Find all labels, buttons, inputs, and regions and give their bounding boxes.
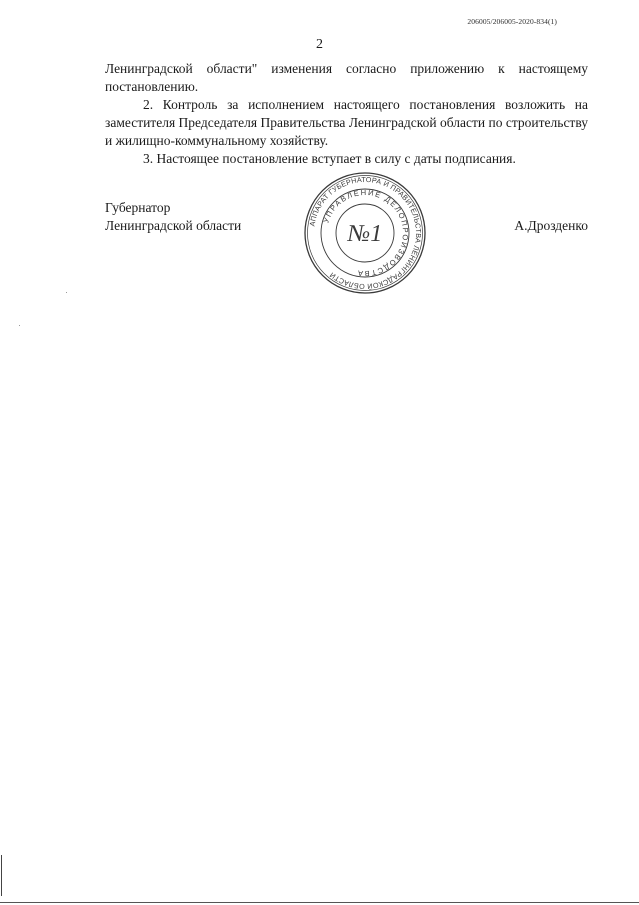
document-code: 206005/206005-2020-834(1) <box>467 17 557 26</box>
seal-graphic <box>303 171 427 295</box>
signatory-title <box>105 199 241 235</box>
scan-edge-bottom <box>0 896 639 905</box>
paragraph-3: 3. Настоящее постановление вступает в силу с даты подписания. <box>143 151 516 166</box>
signatory-name: А.Дрозденко <box>514 218 588 233</box>
seal-outer-text: АППАРАТ ГУБЕРНАТОРА И ПРАВИТЕЛЬСТВА ЛЕНИНГРАДСКОЙ ОБЛАСТИ <box>307 174 424 292</box>
document-body <box>105 60 588 168</box>
scan-speck <box>66 292 67 293</box>
seal-center-number: №1 <box>347 221 383 247</box>
signatory-title-line-1: Губернатор <box>105 200 171 215</box>
page-number: 2 <box>316 37 323 52</box>
official-seal <box>303 171 427 295</box>
signatory-title-line-2: Ленинградской области <box>105 218 242 233</box>
paragraph-2: 2. Контроль за исполнением настоящего постановления возложить на заместителя Председателя Правительства Ленинградской области по строительству и жилищно-коммунальному хозяйству. <box>105 97 588 148</box>
seal-inner-text: УПРАВЛЕНИЕ ДЕЛОПРОИЗВОДСТВА <box>321 187 411 279</box>
paragraph-1: Ленинградской области" изменения согласно приложению к настоящему постановлению. <box>105 61 588 94</box>
scan-edge-line <box>0 902 639 903</box>
scan-speck <box>19 325 20 326</box>
